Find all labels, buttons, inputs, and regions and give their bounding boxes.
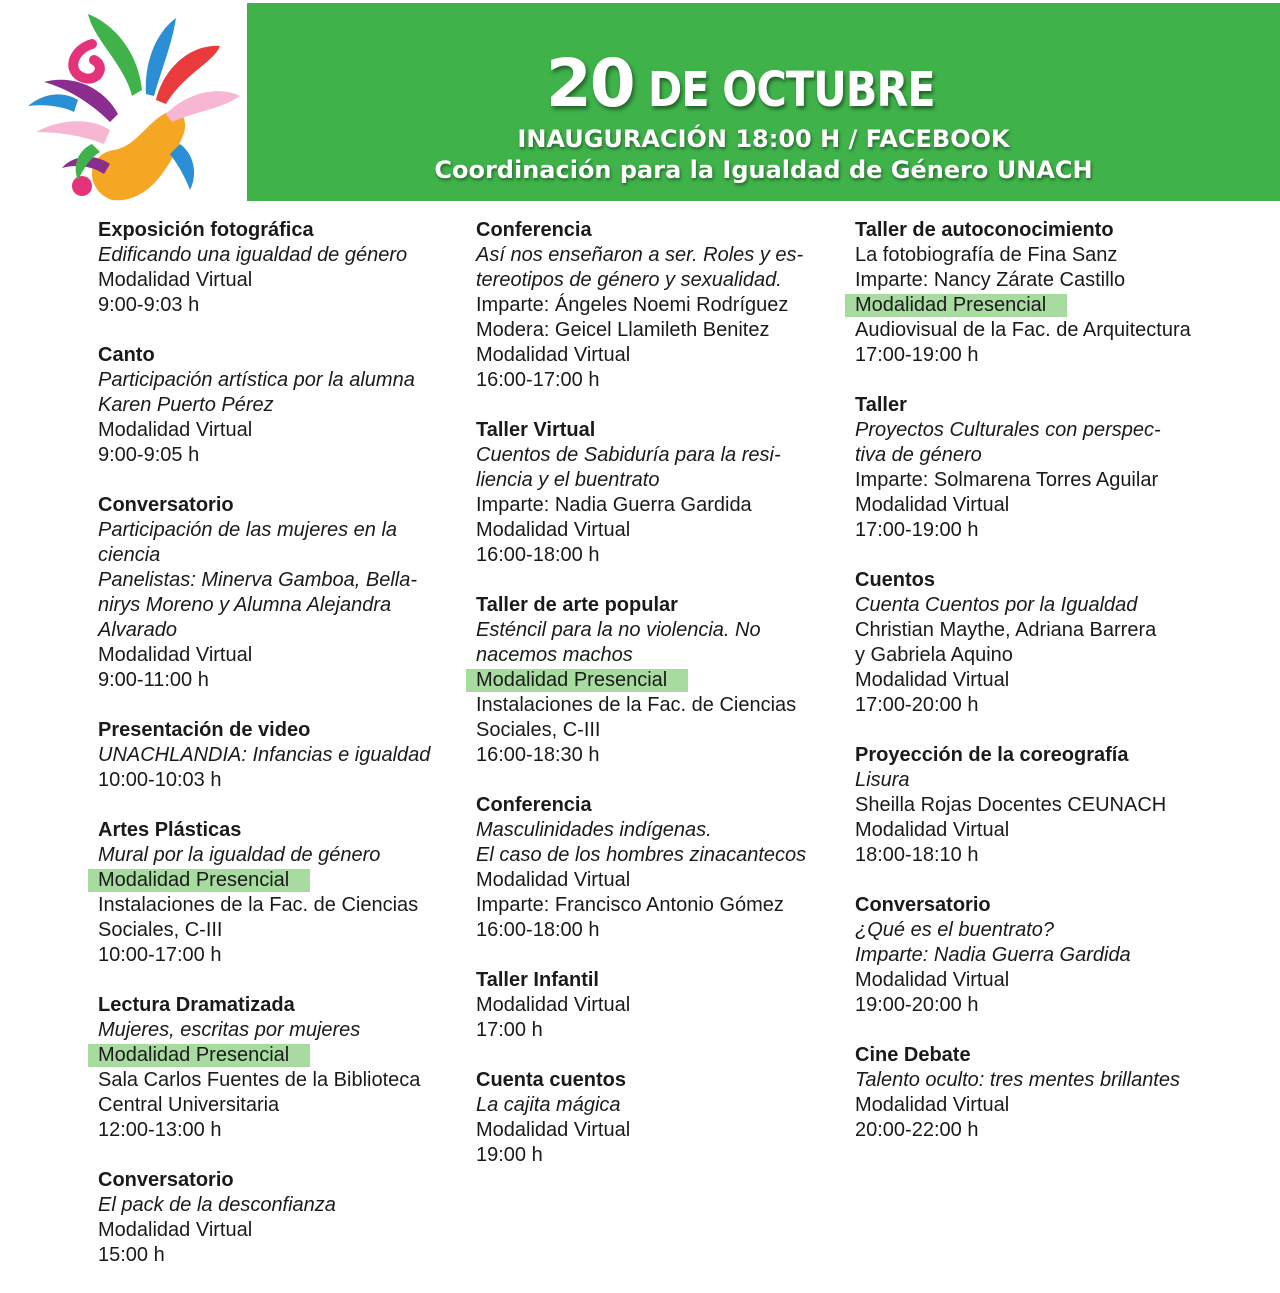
event-detail: y Gabriela Aquino (855, 644, 1013, 666)
schedule-column-1 (98, 218, 458, 1293)
event-title: Conversatorio (98, 494, 234, 516)
event-detail: 9:00-9:05 h (98, 444, 200, 466)
event-detail: 15:00 h (98, 1244, 165, 1266)
schedule-column-2 (476, 218, 836, 1193)
event-block (98, 818, 458, 968)
event-subtitle: El caso de los hombres zinacantecos (476, 844, 807, 866)
event-subtitle: nacemos machos (476, 644, 633, 666)
event-subtitle: tiva de género (855, 444, 982, 466)
event-block (855, 393, 1215, 543)
event-detail: Imparte: Nadia Guerra Gardida (476, 494, 752, 516)
event-title: Conversatorio (855, 894, 991, 916)
event-detail: 19:00-20:00 h (855, 994, 979, 1016)
event-block (855, 1043, 1215, 1143)
event-subtitle: Karen Puerto Pérez (98, 394, 274, 416)
event-title: Taller de arte popular (476, 594, 678, 616)
event-detail: Modalidad Virtual (98, 269, 253, 291)
event-block (476, 968, 836, 1043)
event-title: Proyección de la coreografía (855, 744, 1129, 766)
event-subtitle: Lisura (855, 769, 910, 791)
modality-highlight: Modalidad Presencial (476, 668, 836, 693)
event-title: Artes Plásticas (98, 819, 242, 841)
event-title: Taller Infantil (476, 969, 599, 991)
event-subtitle: Cuentos de Sabiduría para la resi- (476, 444, 781, 466)
event-detail: 10:00-10:03 h (98, 769, 222, 791)
event-detail: 16:00-17:00 h (476, 369, 600, 391)
event-detail: Modalidad Virtual (476, 994, 631, 1016)
event-detail: 12:00-13:00 h (98, 1119, 222, 1141)
event-subtitle: Imparte: Nadia Guerra Gardida (855, 944, 1131, 966)
event-title: Cuenta cuentos (476, 1069, 627, 1091)
event-detail: 17:00-20:00 h (855, 694, 979, 716)
event-detail: 19:00 h (476, 1144, 543, 1166)
event-detail: Modalidad Virtual (855, 1094, 1010, 1116)
event-title: Exposición fotográfica (98, 219, 314, 241)
event-subtitle: UNACHLANDIA: Infancias e igualdad (98, 744, 431, 766)
event-detail: Modalidad Virtual (476, 344, 631, 366)
event-detail: Sociales, C-III (98, 919, 223, 941)
event-detail: Christian Maythe, Adriana Barrera (855, 619, 1157, 641)
event-title: Conversatorio (98, 1169, 234, 1191)
header-banner (247, 3, 1280, 201)
event-detail: 20:00-22:00 h (855, 1119, 979, 1141)
event-detail: Modalidad Virtual (855, 969, 1010, 991)
coordination-line: Coordinación para la Igualdad de Género UNACH (434, 156, 1093, 184)
event-detail: Imparte: Francisco Antonio Gómez (476, 894, 784, 916)
event-block (855, 218, 1215, 368)
event-title: Presentación de video (98, 719, 311, 741)
event-detail: Sociales, C-III (476, 719, 601, 741)
event-subtitle: tereotipos de género y sexualidad. (476, 269, 782, 291)
event-subtitle: nirys Moreno y Alumna Alejandra (98, 594, 392, 616)
event-title: Conferencia (476, 794, 592, 816)
event-subtitle: ¿Qué es el buentrato? (855, 919, 1055, 941)
event-block (98, 1168, 458, 1268)
event-block (476, 418, 836, 568)
event-subtitle: Así nos enseñaron a ser. Roles y es- (476, 244, 804, 266)
event-block (476, 793, 836, 943)
event-subtitle: Participación artística por la alumna (98, 369, 415, 391)
event-title: Taller de autoconocimiento (855, 219, 1114, 241)
event-detail: Instalaciones de la Fac. de Ciencias (476, 694, 797, 716)
logo-graphic (14, 4, 242, 206)
event-detail: Modalidad Virtual (855, 494, 1010, 516)
event-block (855, 743, 1215, 868)
event-detail: 10:00-17:00 h (98, 944, 222, 966)
event-detail: Modera: Geicel Llamileth Benitez (476, 319, 770, 341)
date-month: DE OCTUBRE (647, 62, 935, 118)
event-title: Cuentos (855, 569, 935, 591)
event-detail: Sala Carlos Fuentes de la Biblioteca (98, 1069, 421, 1091)
event-detail: Imparte: Ángeles Noemi Rodríguez (476, 294, 789, 316)
event-detail: Sheilla Rojas Docentes CEUNACH (855, 794, 1167, 816)
event-title: Cine Debate (855, 1044, 971, 1066)
event-subtitle: Participación de las mujeres en la (98, 519, 398, 541)
event-subtitle: ciencia (98, 544, 161, 566)
event-detail: 17:00 h (476, 1019, 543, 1041)
event-detail: Imparte: Nancy Zárate Castillo (855, 269, 1126, 291)
event-subtitle: Mural por la igualdad de género (98, 844, 381, 866)
event-block (98, 493, 458, 693)
event-detail: 18:00-18:10 h (855, 844, 979, 866)
event-detail: La fotobiografía de Fina Sanz (855, 244, 1118, 266)
event-title: Canto (98, 344, 155, 366)
event-title: Taller (855, 394, 907, 416)
event-block (98, 718, 458, 793)
event-detail: 17:00-19:00 h (855, 344, 979, 366)
event-block (98, 343, 458, 468)
date-day: 20 (545, 45, 634, 122)
event-block (476, 593, 836, 768)
date-heading (247, 45, 1280, 123)
event-block (476, 1068, 836, 1168)
colorful-splash-logo-icon (14, 4, 242, 206)
schedule-column-3 (855, 218, 1215, 1168)
event-subtitle: Masculinidades indígenas. (476, 819, 712, 841)
event-subtitle: Edificando una igualdad de género (98, 244, 408, 266)
event-title: Taller Virtual (476, 419, 596, 441)
event-detail: Modalidad Virtual (98, 1219, 253, 1241)
event-detail: 16:00-18:30 h (476, 744, 600, 766)
event-detail: 16:00-18:00 h (476, 544, 600, 566)
inauguration-line: INAUGURACIÓN 18:00 H / FACEBOOK (517, 125, 1010, 153)
event-detail: Modalidad Virtual (98, 644, 253, 666)
event-detail: 17:00-19:00 h (855, 519, 979, 541)
event-subtitle: Alvarado (98, 619, 177, 641)
event-subtitle: Mujeres, escritas por mujeres (98, 1019, 361, 1041)
event-detail: 9:00-11:00 h (98, 669, 209, 691)
event-detail: Modalidad Virtual (476, 1119, 631, 1141)
event-subtitle: Cuenta Cuentos por la Igualdad (855, 594, 1138, 616)
event-subtitle: Panelistas: Minerva Gamboa, Bella- (98, 569, 418, 591)
event-title: Lectura Dramatizada (98, 994, 295, 1016)
event-subtitle: La cajita mágica (476, 1094, 621, 1116)
event-subtitle: El pack de la desconfianza (98, 1194, 336, 1216)
event-detail: Instalaciones de la Fac. de Ciencias (98, 894, 419, 916)
event-title: Conferencia (476, 219, 592, 241)
event-detail: Central Universitaria (98, 1094, 280, 1116)
event-detail: Modalidad Virtual (855, 819, 1010, 841)
event-block (855, 893, 1215, 1018)
event-subtitle: Esténcil para la no violencia. No (476, 619, 761, 641)
event-detail: Modalidad Virtual (98, 419, 253, 441)
modality-highlight: Modalidad Presencial (855, 293, 1215, 318)
event-subtitle: Proyectos Culturales con perspec- (855, 419, 1161, 441)
modality-highlight: Modalidad Presencial (98, 1043, 458, 1068)
event-block (855, 568, 1215, 718)
event-detail: 16:00-18:00 h (476, 919, 600, 941)
event-detail: Modalidad Virtual (476, 869, 631, 891)
event-detail: Modalidad Virtual (476, 519, 631, 541)
event-detail: Audiovisual de la Fac. de Arquitectura (855, 319, 1191, 341)
event-detail: Modalidad Virtual (855, 669, 1010, 691)
event-block (476, 218, 836, 393)
event-subtitle: liencia y el buentrato (476, 469, 660, 491)
event-block (98, 218, 458, 318)
event-detail: Imparte: Solmarena Torres Aguilar (855, 469, 1159, 491)
modality-highlight: Modalidad Presencial (98, 868, 458, 893)
event-detail: 9:00-9:03 h (98, 294, 200, 316)
event-block (98, 993, 458, 1143)
event-subtitle: Talento oculto: tres mentes brillantes (855, 1069, 1180, 1091)
